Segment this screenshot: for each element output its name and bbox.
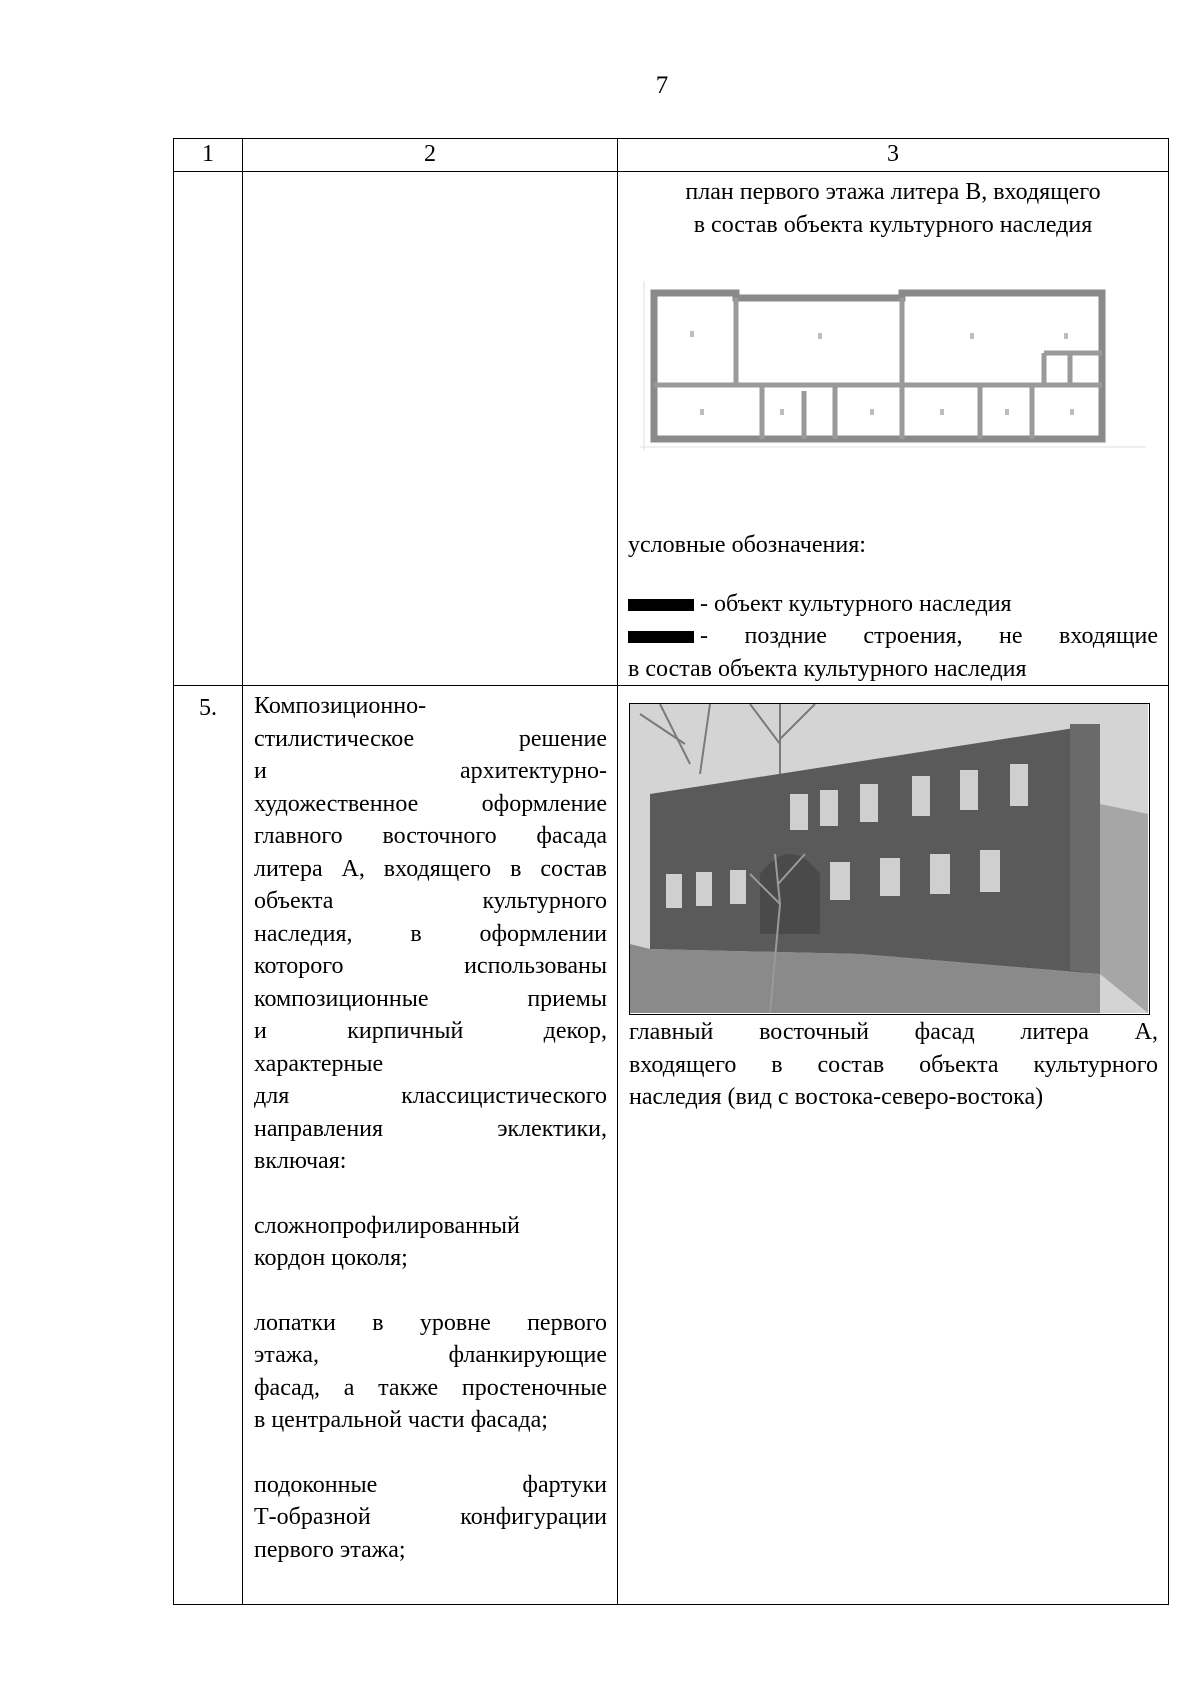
facade-photo-drawing (630, 704, 1148, 1013)
table-row (174, 172, 1169, 686)
photo-cell (618, 686, 1169, 1605)
heritage-table (173, 138, 1169, 1605)
header-col-2: 2 (243, 139, 618, 172)
floor-plan-image (640, 281, 1146, 461)
floor-plan-drawing (640, 281, 1146, 461)
legend-title: условные обозначения: (628, 532, 866, 558)
legend-swatch-later (628, 631, 694, 643)
header-col-3: 3 (618, 139, 1169, 172)
item-window-aprons: подоконные фартуки Т-образной конфигурации первого этажа; (254, 1471, 607, 1563)
description-cell (243, 686, 618, 1605)
empty-description-cell (243, 172, 618, 686)
row-number-cell (174, 686, 243, 1605)
legend-item-later-buildings: - поздние строения, не входящие (628, 620, 1158, 653)
facade-photo (629, 703, 1150, 1015)
photo-caption: главный восточный фасад литера А, входящего в состав объекта культурного наследия (вид с востока-северо-востока) (629, 1019, 1158, 1110)
plan-cell (618, 172, 1169, 686)
header-col-1: 1 (174, 139, 243, 172)
plan-title: план первого этажа литера В, входящего в состав объекта культурного наследия (685, 179, 1101, 238)
description-text: Композиционно- стилистическое решение и архитектурно- художественное оформление главного восточного фасада литера А, входящего в состав объекта культурного наследия, в оформлении которого использованы композиционные приемы и кирпичный декор, характерные для классицистического направления эклектики, включая: сложнопрофилированный кордон цоколя; лопатки в уровне первого этажа, фланкирующие фасад, а также простеночные в центральной части фасада; подоконные фартуки Т-образной конфигурации первого этажа; (243, 686, 617, 1566)
legend-swatch-heritage (628, 599, 694, 611)
page-number: 7 (655, 72, 669, 99)
row-number: 5. (199, 695, 217, 721)
item-pilasters: лопатки в уровне первого этажа, фланкирующие фасад, а также простеночные в центральной части фасада; (254, 1309, 607, 1433)
table-row (174, 686, 1169, 1605)
legend: - объект культурного наследия - поздние строения, не входящие в состав объекта культурного наследия (628, 588, 1158, 686)
legend-item-heritage: - объект культурного наследия (628, 588, 1158, 621)
empty-number-cell (174, 172, 243, 686)
table-header-row (174, 139, 1169, 172)
item-cordon: сложнопрофилированный кордон цоколя; (254, 1212, 520, 1271)
